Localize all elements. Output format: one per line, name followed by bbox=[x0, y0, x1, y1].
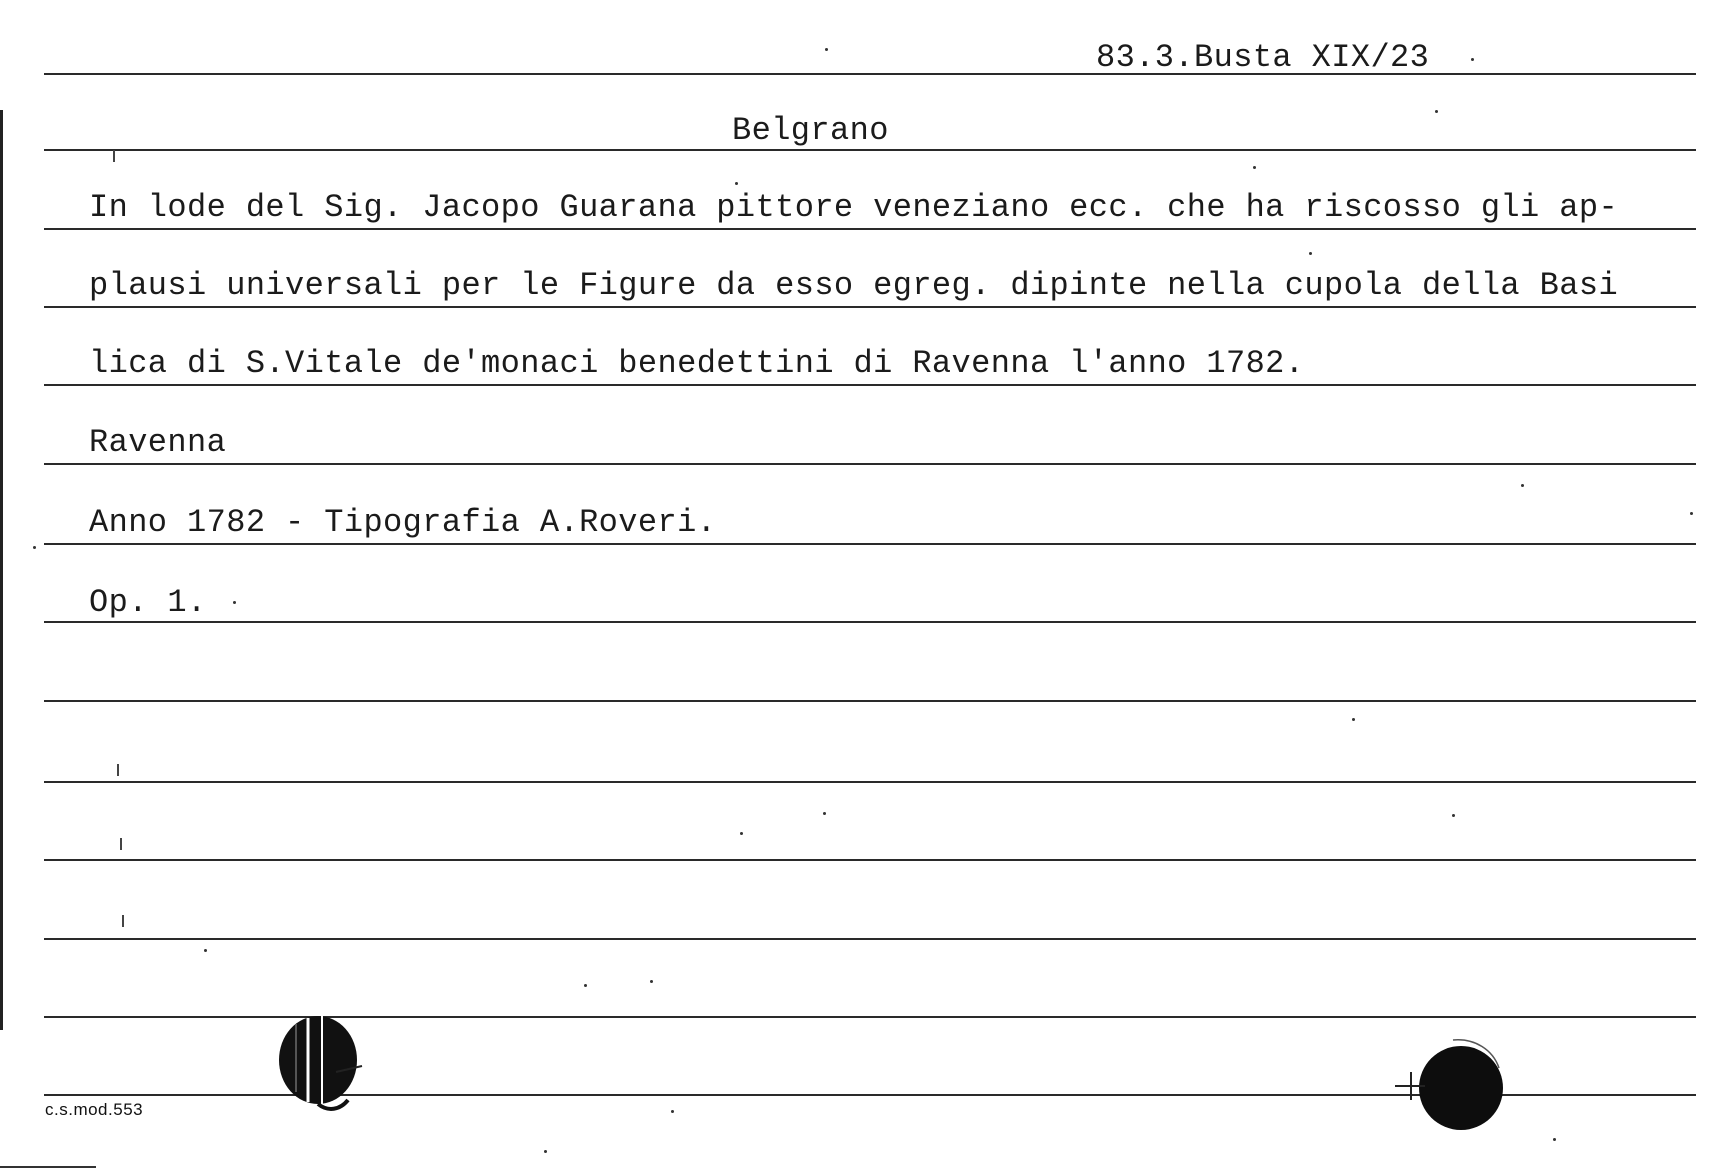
scan-speck bbox=[825, 48, 828, 51]
scan-speck bbox=[1435, 110, 1438, 113]
imprint: Anno 1782 - Tipografia A.Roveri. bbox=[89, 504, 717, 541]
scan-speck bbox=[740, 832, 743, 835]
rule-line bbox=[44, 228, 1696, 230]
scan-speck bbox=[671, 1110, 674, 1113]
scan-speck bbox=[1253, 166, 1256, 169]
opus-number: Op. 1. bbox=[89, 584, 207, 621]
scan-speck bbox=[233, 601, 236, 604]
rule-line bbox=[44, 621, 1696, 623]
rule-line bbox=[44, 463, 1696, 465]
scan-speck bbox=[1452, 814, 1455, 817]
title-line-2: plausi universali per le Figure da esso egreg. dipinte nella cupola della Basi bbox=[89, 267, 1619, 304]
scan-speck bbox=[1352, 718, 1355, 721]
scan-speck bbox=[1309, 252, 1312, 255]
punch-hole-right bbox=[1395, 1036, 1505, 1138]
scan-tick bbox=[122, 915, 124, 927]
scan-tick bbox=[120, 838, 122, 850]
scan-speck bbox=[1471, 58, 1474, 61]
rule-line bbox=[44, 384, 1696, 386]
scan-speck bbox=[1690, 512, 1693, 515]
form-code: c.s.mod.553 bbox=[45, 1100, 144, 1119]
rule-line bbox=[44, 543, 1696, 545]
author-heading: Belgrano bbox=[732, 112, 889, 149]
place-of-publication: Ravenna bbox=[89, 424, 227, 461]
scan-tick bbox=[117, 764, 119, 776]
scan-speck bbox=[650, 980, 653, 983]
rule-line bbox=[44, 700, 1696, 702]
scan-speck bbox=[1553, 1138, 1556, 1141]
title-line-1: In lode del Sig. Jacopo Guarana pittore veneziano ecc. che ha riscosso gli ap- bbox=[89, 189, 1619, 226]
scan-speck bbox=[823, 812, 826, 815]
scan-speck bbox=[735, 182, 738, 185]
rule-line bbox=[44, 938, 1696, 940]
rule-line bbox=[44, 149, 1696, 151]
scan-speck bbox=[584, 984, 587, 987]
scan-speck bbox=[1521, 484, 1524, 487]
title-line-3: lica di S.Vitale de'monaci benedettini di Ravenna l'anno 1782. bbox=[89, 345, 1305, 382]
rule-line bbox=[44, 73, 1696, 75]
card-left-edge bbox=[0, 110, 3, 1030]
shelfmark: 83.3.Busta XIX/23 bbox=[1096, 39, 1430, 76]
rule-line bbox=[44, 306, 1696, 308]
rule-line bbox=[44, 859, 1696, 861]
rule-line bbox=[44, 781, 1696, 783]
punch-hole-left bbox=[278, 1012, 364, 1116]
scan-speck bbox=[33, 546, 36, 549]
scan-speck bbox=[204, 949, 207, 952]
scan-speck bbox=[544, 1150, 547, 1153]
scan-tick bbox=[113, 150, 115, 162]
